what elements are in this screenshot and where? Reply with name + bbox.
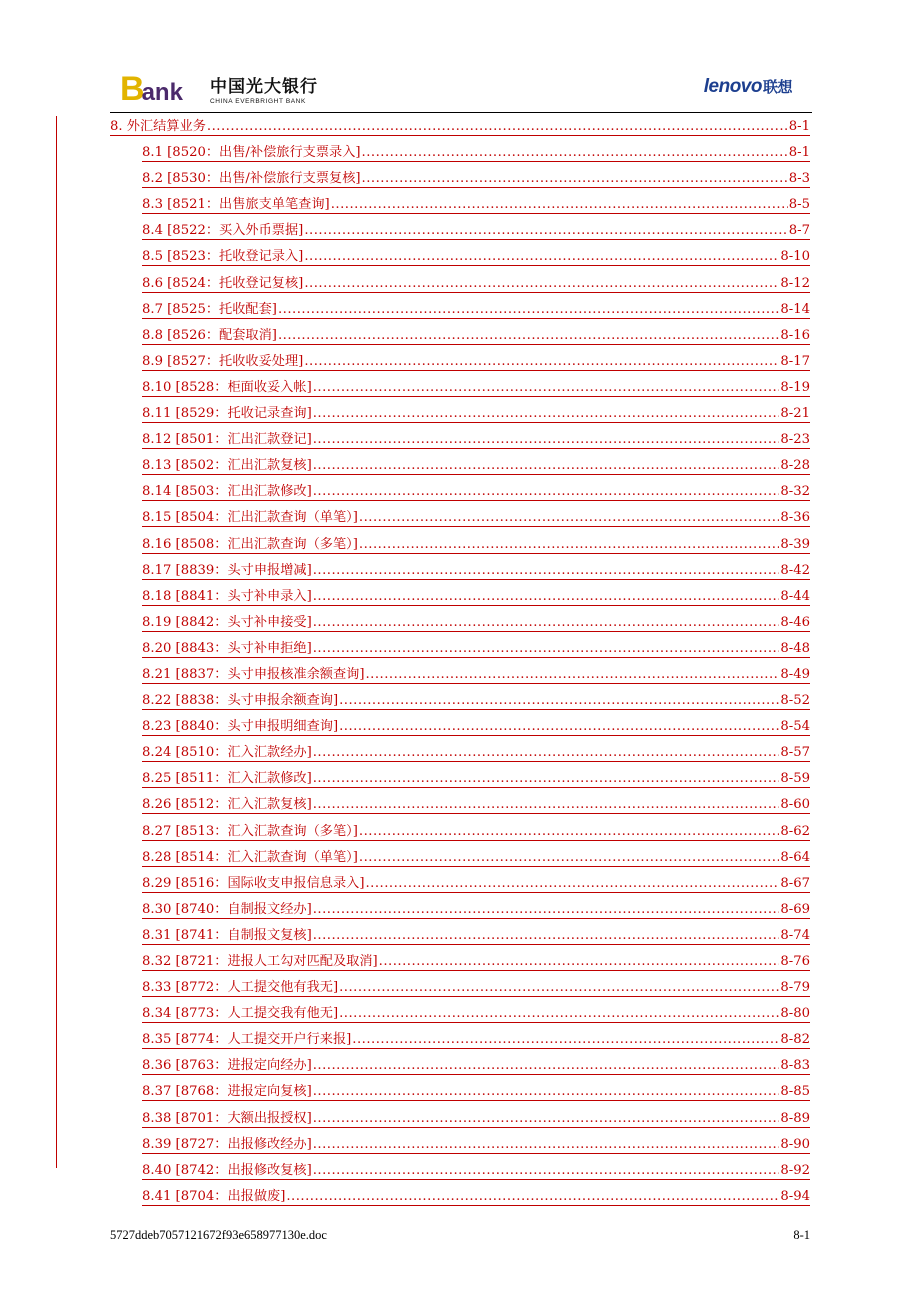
- toc-leader-dots: [359, 510, 779, 526]
- toc-entry-link[interactable]: [142, 614, 810, 632]
- toc-entry-title: 8.3 [8521：出售旅支单笔查询]: [142, 197, 330, 213]
- toc-entry-link[interactable]: [142, 431, 810, 449]
- toc-entry-title: 8.7 [8525：托收配套]: [142, 301, 277, 317]
- footer-doc-name: 5727ddeb7057121672f93e658977130e.doc: [110, 1228, 327, 1242]
- toc-entry-page: 8-74: [780, 927, 810, 943]
- toc-entry-link[interactable]: [142, 562, 810, 580]
- toc-entry-title: 8.17 [8839：头寸申报增减]: [142, 562, 312, 578]
- toc-entry-page: 8-3: [788, 171, 810, 187]
- toc-entry-link[interactable]: [142, 144, 810, 162]
- toc-entry-link[interactable]: [142, 744, 810, 762]
- toc-entry-title: 8.10 [8528：柜面收妥入帐]: [142, 379, 312, 395]
- toc-entry-link[interactable]: [142, 875, 810, 893]
- toc-entry-link[interactable]: [142, 457, 810, 475]
- toc-leader-dots: [313, 1137, 780, 1153]
- toc-entry-link[interactable]: [142, 1031, 810, 1049]
- toc-entry-link[interactable]: [142, 823, 810, 841]
- toc-entry-page: 8-48: [780, 640, 810, 656]
- toc-entry-link[interactable]: [142, 1162, 810, 1180]
- toc-entry-page: 8-85: [780, 1084, 810, 1100]
- toc-leader-dots: [362, 171, 788, 187]
- toc-entry-title: 8.5 [8523：托收登记录入]: [142, 249, 304, 265]
- header-divider: [110, 112, 812, 113]
- toc-entry-page: 8-52: [780, 693, 810, 709]
- toc-entry-page: 8-57: [780, 745, 810, 761]
- bank-name: [210, 72, 318, 105]
- toc-entry-title: 8.23 [8840：头寸申报明细查询]: [142, 719, 339, 735]
- toc-entry-page: 8-39: [780, 536, 810, 552]
- lenovo-logo-text: lenovo: [703, 76, 762, 97]
- toc-leader-dots: [304, 249, 779, 265]
- toc-entry-page: 8-79: [780, 980, 810, 996]
- toc-entry-page: 8-90: [780, 1136, 810, 1152]
- toc-entry-link[interactable]: [142, 953, 810, 971]
- toc-leader-dots: [313, 771, 780, 787]
- toc-entry-page: 8-42: [780, 562, 810, 578]
- toc-entry-link[interactable]: [142, 666, 810, 684]
- toc-leader-dots: [339, 693, 779, 709]
- toc-entry-title: 8.12 [8501：汇出汇款登记]: [142, 432, 312, 448]
- toc-entry-page: 8-10: [780, 249, 810, 265]
- toc-entry-page: 8-82: [780, 1032, 810, 1048]
- toc-leader-dots: [359, 850, 779, 866]
- toc-chapter-page: 8-1: [788, 119, 810, 134]
- toc-entry-page: 8-62: [780, 823, 810, 839]
- toc-leader-dots: [362, 145, 788, 161]
- toc-leader-dots: [359, 537, 779, 553]
- toc-entry-page: 8-16: [780, 327, 810, 343]
- toc-entry-title: 8.8 [8526：配套取消]: [142, 327, 277, 343]
- toc-entry-page: 8-32: [780, 484, 810, 500]
- toc-entry-title: 8.35 [8774：人工提交开户行来报]: [142, 1032, 352, 1048]
- toc-entry-link[interactable]: [142, 275, 810, 293]
- toc-entry-link[interactable]: [142, 770, 810, 788]
- toc-entry-title: 8.16 [8508：汇出汇款查询（多笔）]: [142, 536, 358, 552]
- toc-entry-title: 8.32 [8721：进报人工勾对匹配及取消]: [142, 954, 378, 969]
- toc-entry-link[interactable]: [142, 196, 810, 214]
- toc-entry-page: 8-60: [780, 797, 810, 813]
- toc-entry-link[interactable]: [142, 222, 810, 240]
- toc-entry-page: 8-7: [788, 223, 810, 239]
- toc-entry-link[interactable]: [142, 248, 810, 266]
- toc-entry-link[interactable]: [142, 588, 810, 606]
- toc-entry-link[interactable]: [142, 301, 810, 319]
- toc-leader-dots: [286, 1189, 779, 1205]
- toc-entry-page: 8-89: [780, 1110, 810, 1126]
- toc-entry-title: 8.9 [8527：托收收妥处理]: [142, 353, 304, 369]
- footer-page-number: 8-1: [793, 1228, 810, 1242]
- toc-entry-page: 8-21: [780, 406, 810, 422]
- toc-leader-dots: [313, 589, 780, 605]
- toc-leader-dots: [339, 1006, 779, 1022]
- toc-leader-dots: [313, 484, 780, 500]
- toc-entry-title: 8.2 [8530：出售/补偿旅行支票复核]: [142, 171, 361, 187]
- toc-leader-dots: [278, 328, 779, 344]
- toc-leader-dots: [379, 954, 780, 970]
- toc-leader-dots: [313, 928, 780, 944]
- toc-entry-title: 8.28 [8514：汇入汇款查询（单笔）]: [142, 849, 358, 865]
- toc-entry-link[interactable]: [142, 1110, 810, 1128]
- toc-entry-title: 8.25 [8511：汇入汇款修改]: [142, 771, 312, 787]
- toc-leader-dots: [313, 458, 780, 474]
- toc-entry-title: 8.27 [8513：汇入汇款查询（多笔）]: [142, 823, 358, 839]
- toc-entry-link[interactable]: [142, 170, 810, 188]
- toc-entry-title: 8.36 [8763：进报定向经办]: [142, 1058, 312, 1074]
- toc-entry-link[interactable]: [142, 353, 810, 371]
- toc-entry-title: 8.1 [8520：出售/补偿旅行支票录入]: [142, 145, 361, 161]
- toc-entry-page: 8-12: [780, 275, 810, 291]
- toc-leader-dots: [304, 223, 787, 239]
- toc-entry-title: 8.38 [8701：大额出报授权]: [142, 1110, 312, 1126]
- bank-logo-text: ank: [141, 79, 183, 106]
- toc-entry-title: 8.26 [8512：汇入汇款复核]: [142, 797, 312, 813]
- toc-entry-link[interactable]: [142, 1136, 810, 1154]
- toc-entry-link[interactable]: [142, 327, 810, 345]
- toc-entry-title: 8.11 [8529：托收记录查询]: [142, 406, 312, 422]
- toc-entry-page: 8-94: [780, 1188, 810, 1204]
- toc-entry-page: 8-67: [780, 875, 810, 891]
- toc-entry-link[interactable]: [142, 718, 810, 736]
- toc-entry-page: 8-64: [780, 849, 810, 865]
- toc-entry-link[interactable]: [142, 536, 810, 554]
- toc-leader-dots: [365, 876, 779, 892]
- toc-entry-link[interactable]: [142, 901, 810, 919]
- toc-chapter-title: 8. 外汇结算业务: [110, 119, 206, 134]
- lenovo-logo: [704, 76, 792, 98]
- toc-entry-page: 8-76: [780, 954, 810, 969]
- toc-entry-page: 8-69: [780, 901, 810, 917]
- toc-leader-dots: [331, 197, 788, 213]
- toc-leader-dots: [313, 1163, 780, 1179]
- toc-leader-dots: [278, 302, 779, 318]
- toc-entry-page: 8-83: [780, 1058, 810, 1074]
- bank-name-cn: 中国光大银行: [210, 77, 318, 97]
- toc-entry-link[interactable]: [142, 927, 810, 945]
- table-of-contents: [110, 118, 810, 1206]
- toc-entry-page: 8-44: [780, 588, 810, 604]
- toc-entry-title: 8.14 [8503：汇出汇款修改]: [142, 484, 312, 500]
- toc-leader-dots: [313, 615, 780, 631]
- toc-entry-page: 8-19: [780, 379, 810, 395]
- toc-entry-link[interactable]: [142, 1005, 810, 1023]
- toc-entry-title: 8.39 [8727：出报修改经办]: [142, 1136, 312, 1152]
- toc-entry-page: 8-23: [780, 432, 810, 448]
- toc-leader-dots: [304, 276, 779, 292]
- toc-entry-link[interactable]: [142, 979, 810, 997]
- toc-entry-title: 8.21 [8837：头寸申报核准余额查询]: [142, 666, 365, 682]
- toc-leader-dots: [313, 797, 780, 813]
- toc-entry-link[interactable]: [142, 509, 810, 527]
- toc-entry-title: 8.41 [8704：出报做废]: [142, 1188, 286, 1204]
- bank-logo-b: B: [120, 70, 144, 108]
- toc-leader-dots: [313, 406, 780, 422]
- toc-entry-title: 8.20 [8843：头寸补申拒绝]: [142, 640, 312, 656]
- toc-entry-page: 8-17: [780, 353, 810, 369]
- toc-chapter-link[interactable]: [110, 118, 810, 136]
- toc-entry-title: 8.13 [8502：汇出汇款复核]: [142, 458, 312, 474]
- toc-leader-dots: [313, 1058, 780, 1074]
- toc-entry-page: 8-46: [780, 614, 810, 630]
- toc-entry-title: 8.4 [8522：买入外币票据]: [142, 223, 304, 239]
- toc-entry-link[interactable]: [142, 640, 810, 658]
- toc-entry-title: 8.6 [8524：托收登记复核]: [142, 275, 304, 291]
- toc-leader-dots: [359, 824, 779, 840]
- toc-entry-page: 8-14: [780, 301, 810, 317]
- toc-entry-link[interactable]: [142, 796, 810, 814]
- toc-entry-page: 8-54: [780, 719, 810, 735]
- bank-logo: [120, 70, 183, 106]
- toc-entry-page: 8-49: [780, 666, 810, 682]
- toc-entry-title: 8.30 [8740：自制报文经办]: [142, 901, 312, 917]
- toc-entry-page: 8-5: [788, 197, 810, 213]
- page-header: [110, 62, 810, 112]
- bank-name-en: CHINA EVERBRIGHT BANK: [210, 98, 306, 105]
- toc-entry-title: 8.18 [8841：头寸补申录入]: [142, 588, 312, 604]
- toc-entry-link[interactable]: [142, 1188, 810, 1206]
- toc-entry-title: 8.37 [8768：进报定向复核]: [142, 1084, 312, 1100]
- toc-entry-page: 8-1: [788, 145, 810, 161]
- lenovo-logo-cn: 联想: [762, 78, 792, 96]
- toc-entry-page: 8-92: [780, 1162, 810, 1178]
- toc-entry-title: 8.24 [8510：汇入汇款经办]: [142, 745, 312, 761]
- toc-leader-dots: [313, 902, 780, 918]
- toc-entry-link[interactable]: [142, 483, 810, 501]
- toc-entry-page: 8-59: [780, 771, 810, 787]
- toc-entry-link[interactable]: [142, 692, 810, 710]
- toc-leader-dots: [313, 745, 780, 761]
- toc-entry-link[interactable]: [142, 1057, 810, 1075]
- toc-leader-dots: [313, 380, 780, 396]
- toc-entry-title: 8.22 [8838：头寸申报余额查询]: [142, 693, 339, 709]
- toc-leader-dots: [304, 354, 779, 370]
- toc-entry-title: 8.15 [8504：汇出汇款查询（单笔）]: [142, 510, 358, 526]
- toc-entry-page: 8-36: [780, 510, 810, 526]
- toc-entry-title: 8.34 [8773：人工提交我有他无]: [142, 1006, 339, 1022]
- margin-change-bar: [56, 116, 57, 1168]
- toc-leader-dots: [313, 1084, 780, 1100]
- toc-leader-dots: [352, 1032, 779, 1048]
- toc-leader-dots: [207, 119, 788, 135]
- toc-leader-dots: [313, 1111, 780, 1127]
- toc-entry-title: 8.33 [8772：人工提交他有我无]: [142, 980, 339, 996]
- toc-entry-link[interactable]: [142, 849, 810, 867]
- toc-entry-title: 8.31 [8741：自制报文复核]: [142, 927, 312, 943]
- toc-entry-title: 8.40 [8742：出报修改复核]: [142, 1162, 312, 1178]
- toc-leader-dots: [313, 432, 780, 448]
- toc-leader-dots: [313, 563, 780, 579]
- toc-entry-title: 8.19 [8842：头寸补申接受]: [142, 614, 312, 630]
- toc-leader-dots: [339, 719, 779, 735]
- toc-entry-link[interactable]: [142, 379, 810, 397]
- toc-entry-link[interactable]: [142, 405, 810, 423]
- toc-leader-dots: [365, 667, 779, 683]
- toc-entry-page: 8-80: [780, 1006, 810, 1022]
- toc-leader-dots: [313, 641, 780, 657]
- toc-leader-dots: [339, 980, 779, 996]
- toc-entry-link[interactable]: [142, 1083, 810, 1101]
- toc-entry-title: 8.29 [8516：国际收支申报信息录入]: [142, 875, 365, 891]
- toc-entry-page: 8-28: [780, 458, 810, 474]
